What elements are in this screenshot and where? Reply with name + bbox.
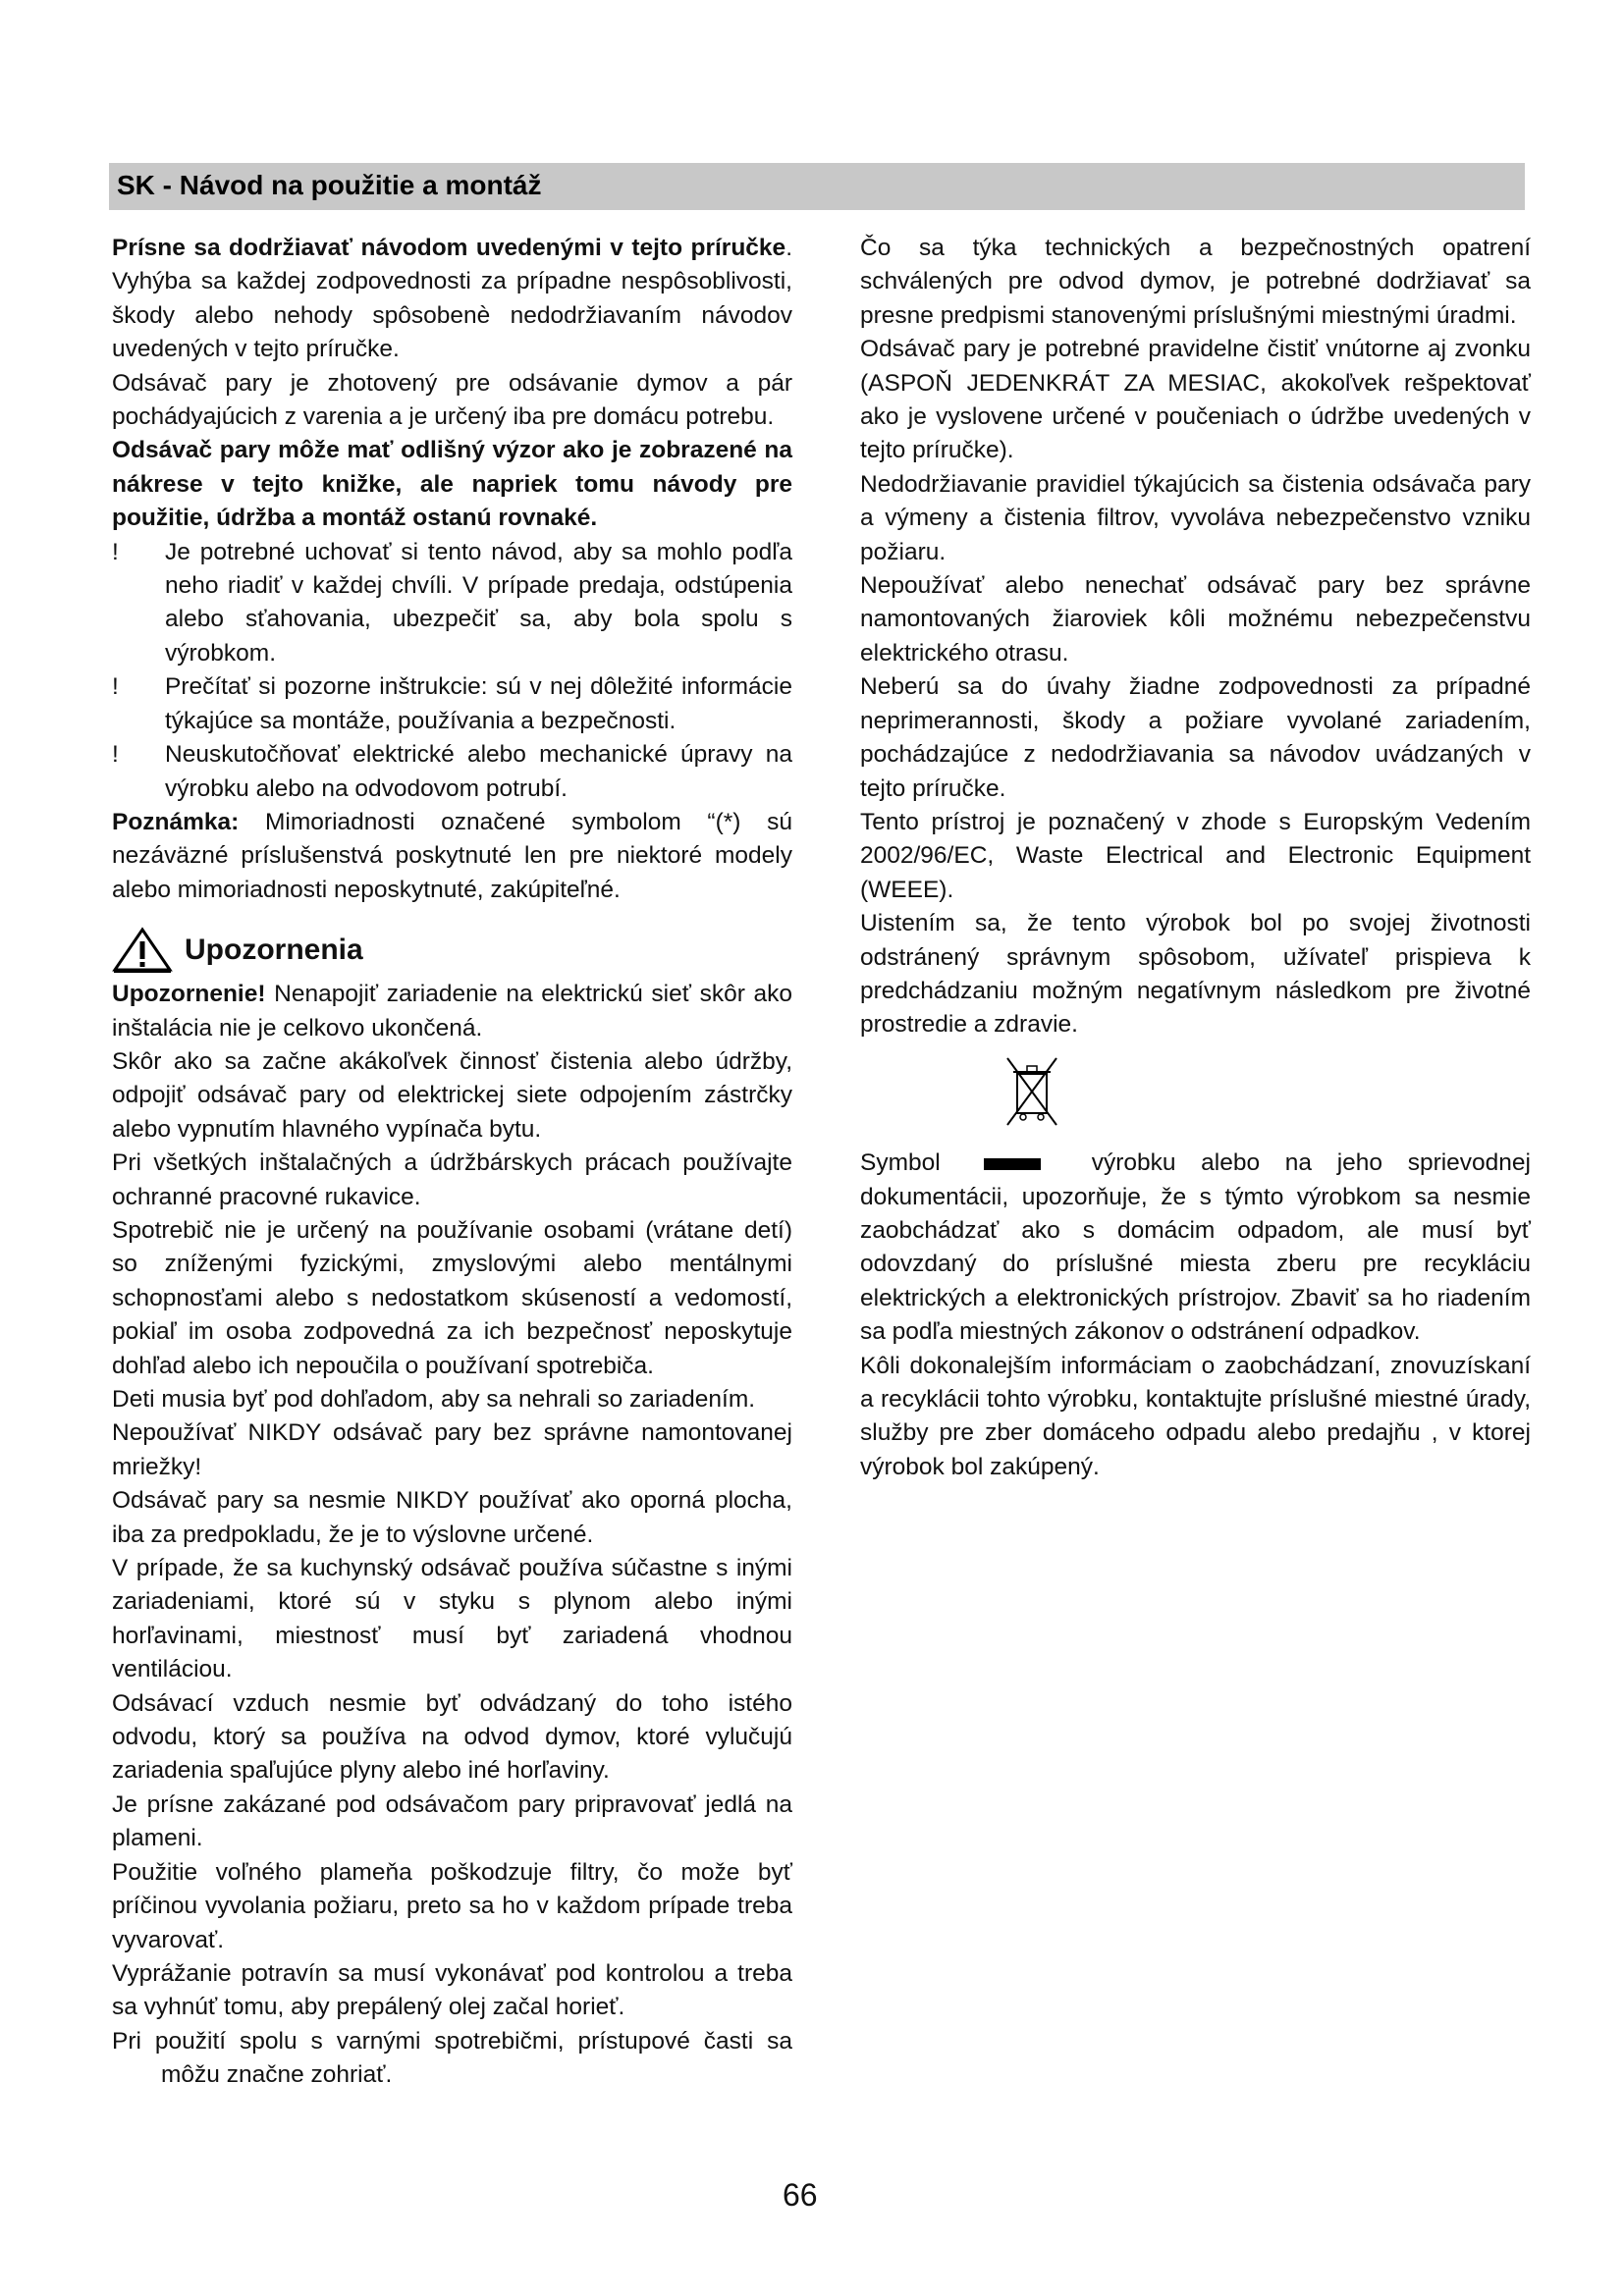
- body-paragraph: Nepoužívať alebo nenechať odsávač pary bez správne namontovaných žiaroviek kôli možnému nebezpečenstvu elektrického otrasu.: [860, 572, 1531, 667]
- exclamation-mark: !: [112, 538, 119, 565]
- right-column: [860, 232, 1531, 1484]
- bullet-item: [112, 670, 792, 738]
- purpose-paragraph: Odsávač pary je zhotovený pre odsávanie dymov a pár pochádyajúcich z varenia a je určený iba pre domácu potrebu.: [112, 369, 792, 431]
- body-paragraph: Čo sa týka technických a bezpečnostných opatrení schválených pre odvod dymov, je potrebné dodržiavať sa presne predpismi stanovenými príslušnými miestnými úradmi.: [860, 235, 1531, 329]
- intro-bold: Prísne sa dodržiavať návodom uvedenými v tejto príručke: [112, 235, 786, 261]
- note-label: Poznámka:: [112, 808, 240, 835]
- page-number: 66: [783, 2177, 818, 2213]
- body-paragraph-last: Pri použití spolu s varnými spotrebičmi, prístupové časti sa môžu značne zohriať.: [112, 2027, 792, 2089]
- warning-triangle-icon: [112, 927, 173, 974]
- body-paragraph: Je prísne zakázané pod odsávačom pary pripravovať jedlá na plameni.: [112, 1790, 792, 1852]
- symbol-text: výrobku alebo na jeho sprievodnej dokumentácii, upozorňuje, že s týmto výrobkom sa nesmie zaobchádzať ako s domácim odpadom, ale musí byť odovzdaný do príslušné miesta zberu pre recykláciu elektrických a elektronických prístrojov. Zbaviť sa ho riadením sa podľa miestných zákonov o odstránení odpadkov.: [860, 1149, 1531, 1346]
- warning-label: Upozornenie!: [112, 981, 266, 1008]
- body-paragraph: Odsávací vzduch nesmie byť odvádzaný do toho istého odvodu, ktorý sa používa na odvod dymov, ktoré vylučujú zariadenia spaľujúce plyny alebo iné horľaviny.: [112, 1689, 792, 1785]
- note-text: Mimoriadnosti označené symbolom “(*) sú nezáväzné príslušenstvá poskytnuté len pre niektoré modely alebo mimoriadnosti neposkytnuté, zakúpiteľné.: [112, 808, 792, 903]
- body-paragraph: Tento prístroj je poznačený v zhode s Europským Vedením 2002/96/EC, Waste Electrical and Electronic Equipment (WEEE).: [860, 808, 1531, 903]
- body-paragraph: Neberú sa do úvahy žiadne zodpovednosti za prípadné neprimerannosti, škody a požiare vyvolané zariadením, pochádzajúce z nedodržiavania sa návodov uvádzaných v tejto príručke.: [860, 673, 1531, 802]
- body-paragraph: Odsávač pary sa nesmie NIKDY používať ako oporná plocha, iba za predpokladu, že je to výslovne určené.: [112, 1487, 792, 1548]
- appearance-note: Odsávač pary môže mať odlišný výzor ako je zobrazené na nákrese v tejto knižke, ale napriek tomu návody pre použitie, údržba a montáž ostanú rovnaké.: [112, 437, 792, 532]
- body-paragraph: Uistením sa, že tento výrobok bol po svojej životnosti odstránený správnym spôsobom, užívateľ prispieva k predchádzaniu možným negatívnym následkom pre životné prostredie a zdravie.: [860, 910, 1531, 1039]
- body-paragraph: Pri všetkých inštalačných a údržbárskych prácach používajte ochranné pracovné rukavice.: [112, 1149, 792, 1210]
- symbol-word: Symbol: [860, 1149, 941, 1177]
- body-paragraph: Nepoužívať NIKDY odsávač pary bez správne namontovanej mriežky!: [112, 1419, 792, 1480]
- warnings-title: Upozornenia: [185, 933, 363, 966]
- body-paragraph: Nedodržiavanie pravidiel týkajúcich sa čistenia odsávača pary a výmeny a čistenia filtrov, vyvoláva nebezpečenstvo vzniku požiaru.: [860, 470, 1531, 565]
- body-paragraph: V prípade, že sa kuchynský odsávač používa súčastne s inými zariadeniami, ktoré sú v styku s plynom alebo inými horľavinami, miestnosť musí byť zariadená vhodnou ventiláciou.: [112, 1555, 792, 1683]
- bullet-text: Prečítať si pozorne inštrukcie: sú v nej dôležité informácie týkajúce sa montáže, používania a bezpečnosti.: [165, 673, 792, 734]
- body-paragraph: Spotrebič nie je určený na používanie osobami (vrátane detí) so zníženými fyzickými, zmyslovými alebo mentálnymi schopnosťami alebo s nedostatkom skúseností a vedomostí, pokiaľ im osoba zodpovedná za ich bezpečnosť neposkytuje dohľad alebo ich nepoučila o používaní spotrebiča.: [112, 1216, 792, 1379]
- bullet-text: Je potrebné uchovať si tento návod, aby sa mohlo podľa neho riadiť v každej chvíli. V prípade predaja, odstúpenia alebo sťahovania, ubezpečiť sa, aby bola spolu s výrobkom.: [165, 538, 792, 667]
- left-column: [112, 232, 792, 2093]
- exclamation-mark: !: [112, 673, 119, 701]
- body-paragraph: Vyprážanie potravín sa musí vykonávať pod kontrolou a treba sa vyhnúť tomu, aby prepálený olej začal horieť.: [112, 1959, 792, 2021]
- body-paragraph: Odsávač pary je potrebné pravidelne čistiť vnútorne aj zvonku (ASPOŇ JEDENKRÁT ZA MESIAC, akokoľvek rešpektovať ako je vyslovene určené v poučeniach o údržbe uvedených v tejto príručke).: [860, 336, 1531, 464]
- exclamation-mark: !: [112, 741, 119, 769]
- page-title: SK - Návod na použitie a montáž: [117, 170, 542, 200]
- body-paragraph: Skôr ako sa začne akákoľvek činnosť čistenia alebo údržby, odpojiť odsávač pary od elektrickej siete odpojením zástrčky alebo vypnutím hlavného vypínača bytu.: [112, 1047, 792, 1143]
- bullet-item: [112, 536, 792, 671]
- warnings-heading: [112, 927, 792, 974]
- section-header-bar: [109, 163, 1525, 210]
- weee-bar-icon: [984, 1158, 1041, 1170]
- note-paragraph: [112, 806, 792, 907]
- body-paragraph: Deti musia byť pod dohľadom, aby sa nehrali so zariadením.: [112, 1386, 756, 1413]
- warning-paragraph: [112, 978, 792, 1045]
- intro-rest: . Vyhýba sa každej zodpovednosti za prípadne nespôsoblivosti, škody alebo nehody spôsobenè nedodržiavaním návodov uvedených v tejto príručke.: [112, 235, 792, 363]
- intro-paragraph: [112, 232, 792, 367]
- body-paragraph: Použitie voľného plameňa poškodzuje filtry, čo može byť príčinou vyvolania požiaru, preto sa ho v každom prípade treba vyvarovať.: [112, 1858, 792, 1953]
- weee-paragraph: [860, 1147, 1531, 1349]
- bullet-text: Neuskutočňovať elektrické alebo mechanické úpravy na výrobku alebo na odvodovom potrubí.: [165, 741, 792, 802]
- warning-text: Nenapojiť zariadenie na elektrickú sieť skôr ako inštalácia nie je celkovo ukončená.: [112, 981, 792, 1041]
- final-paragraph: Kôli dokonalejším informáciam o zaobchádzaní, znovuzískaní a recyklácii tohto výrobku, kontaktujte príslušné miestné úrady, služby pre zber domáceho odpadu alebo predajňu , v ktorej výrobok bol zakúpený.: [860, 1352, 1531, 1480]
- bullet-item: [112, 738, 792, 806]
- crossed-out-bin-icon: [998, 1050, 1066, 1129]
